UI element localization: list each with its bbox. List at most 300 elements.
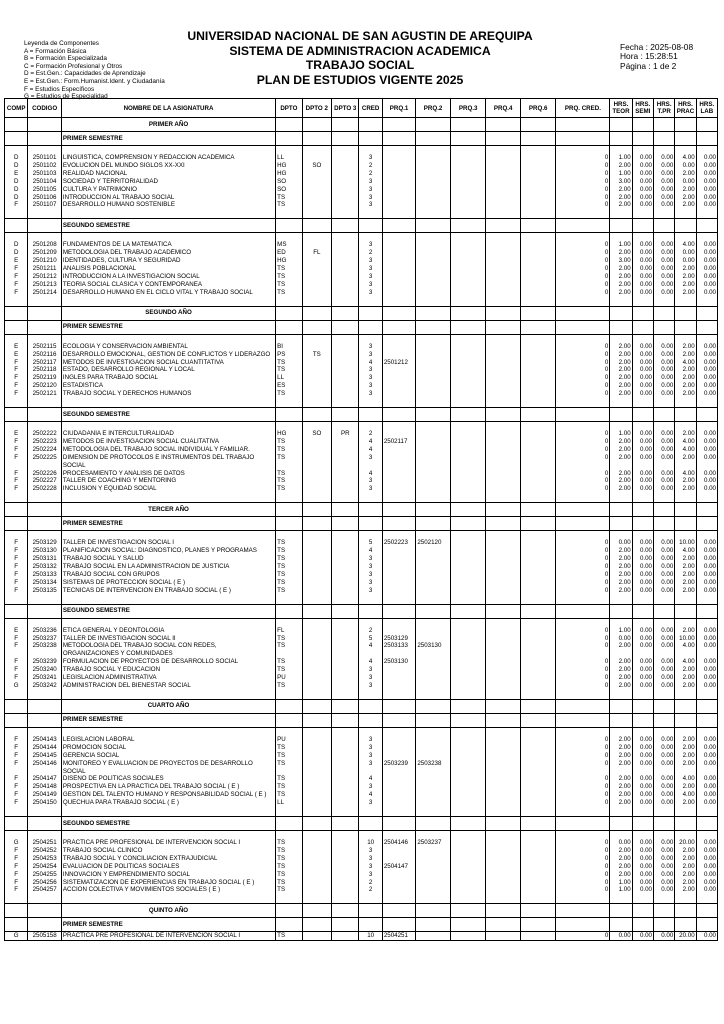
section-cell [5, 604, 28, 618]
course-cell: 0.00 [696, 579, 717, 587]
empty-cell [520, 233, 556, 242]
course-cell: SISTEMATIZACIÓN DE EXPERIENCIAS EN TRABAJO SOCIAL ( E ) [61, 879, 275, 887]
course-cell: 0 [556, 257, 610, 265]
course-cell: 0.00 [696, 839, 717, 847]
year-header-row [5, 904, 718, 918]
empty-cell [632, 398, 653, 408]
course-row [5, 366, 718, 374]
empty-cell [28, 690, 62, 700]
section-cell [302, 517, 331, 531]
course-cell [520, 635, 556, 643]
course-cell [382, 485, 416, 493]
course-cell: 0 [556, 760, 610, 776]
empty-cell [276, 807, 302, 817]
column-header: HRS. TEOR [610, 99, 632, 118]
course-cell [520, 587, 556, 595]
empty-cell [653, 690, 674, 700]
course-cell [382, 446, 416, 454]
course-cell: 3 [359, 847, 382, 855]
course-cell: 0.00 [653, 154, 674, 162]
course-cell: 3 [359, 752, 382, 760]
course-cell: MS [276, 241, 302, 249]
empty-cell [520, 831, 556, 840]
title-line: PLAN DE ESTUDIOS VIGENTE 2025 [256, 72, 464, 87]
course-cell: 0.00 [653, 446, 674, 454]
course-cell [416, 666, 451, 674]
course-cell: 0.00 [632, 257, 653, 265]
section-cell [61, 817, 275, 831]
course-cell: 2503240 [28, 666, 62, 674]
course-cell: TS [302, 351, 331, 359]
course-cell [382, 351, 416, 359]
course-cell [520, 257, 556, 265]
empty-cell [302, 831, 331, 840]
empty-cell [5, 831, 28, 840]
course-cell: 2.00 [610, 752, 632, 760]
section-cell [61, 604, 275, 618]
course-cell [382, 390, 416, 398]
course-cell: 0.00 [632, 289, 653, 297]
empty-cell [696, 233, 717, 242]
column-header: PRQ.4 [486, 99, 521, 118]
empty-cell [610, 398, 632, 408]
section-cell [28, 503, 62, 517]
course-cell: 0.00 [632, 249, 653, 257]
course-cell: TRABAJO SOCIAL EN LA ADMINISTRACIÓN DE JUSTICIA [61, 563, 275, 571]
section-cell [653, 604, 674, 618]
course-cell: 2502223 [382, 539, 416, 547]
section-cell [61, 118, 275, 132]
course-cell: 2503242 [28, 682, 62, 690]
empty-cell [302, 807, 331, 817]
course-cell: TÉCNICAS DE INTERVENCIÓN EN TRABAJO SOCIAL ( E ) [61, 587, 275, 595]
course-cell [450, 627, 486, 635]
empty-cell [653, 618, 674, 627]
course-cell: 2.00 [610, 186, 632, 194]
course-cell: 2501106 [28, 194, 62, 202]
course-cell [450, 752, 486, 760]
empty-cell [28, 334, 62, 343]
course-cell [520, 154, 556, 162]
course-cell [332, 351, 359, 359]
empty-cell [486, 209, 521, 219]
course-cell: 2.00 [610, 799, 632, 807]
empty-cell [520, 618, 556, 627]
course-row [5, 886, 718, 894]
course-cell: 0.00 [632, 438, 653, 446]
empty-cell [632, 297, 653, 307]
empty-cell [416, 493, 451, 503]
course-cell [382, 847, 416, 855]
empty-cell [450, 209, 486, 219]
course-cell: 0.00 [653, 485, 674, 493]
section-cell [332, 699, 359, 713]
title-line: SISTEMA DE ADMINISTRACION ACADEMICA [229, 43, 491, 58]
course-cell: 2501101 [28, 154, 62, 162]
course-cell: 3 [359, 289, 382, 297]
section-cell [653, 699, 674, 713]
column-header: PRQ.2 [416, 99, 451, 118]
empty-cell [610, 894, 632, 904]
section-cell [632, 699, 653, 713]
course-cell: 2.00 [675, 382, 696, 390]
course-cell: 0.00 [632, 470, 653, 478]
section-cell [302, 918, 331, 932]
empty-cell [382, 233, 416, 242]
course-cell [302, 186, 331, 194]
empty-cell [332, 807, 359, 817]
section-cell [276, 408, 302, 422]
course-cell: 3 [359, 682, 382, 690]
course-cell: 0.00 [632, 351, 653, 359]
legend-line: B = Formación Especializada [24, 55, 107, 63]
course-cell: 3 [359, 760, 382, 776]
empty-cell [675, 831, 696, 840]
course-cell: 0 [556, 563, 610, 571]
section-cell [359, 219, 382, 233]
course-cell: BI [276, 343, 302, 351]
empty-cell [276, 209, 302, 219]
empty-cell [28, 807, 62, 817]
course-cell: 2501212 [382, 359, 416, 367]
course-cell: 2502225 [28, 454, 62, 470]
section-cell [632, 604, 653, 618]
course-cell: 0.00 [653, 289, 674, 297]
section-cell [61, 219, 275, 233]
section-cell [382, 132, 416, 146]
course-cell: 0.00 [653, 438, 674, 446]
empty-cell [653, 831, 674, 840]
course-cell [382, 682, 416, 690]
course-row [5, 477, 718, 485]
course-cell: 0.00 [653, 170, 674, 178]
empty-cell [416, 894, 451, 904]
title-line: TRABAJO SOCIAL [305, 58, 415, 72]
section-cell [5, 918, 28, 932]
course-cell [486, 430, 521, 438]
course-row [5, 374, 718, 382]
course-cell: CIUDADANÍA E INTERCULTURALIDAD [61, 430, 275, 438]
course-cell: 3 [359, 154, 382, 162]
course-cell: TS [276, 847, 302, 855]
course-cell [332, 257, 359, 265]
course-row [5, 454, 718, 470]
section-cell [302, 408, 331, 422]
course-cell: 2.00 [610, 871, 632, 879]
course-cell [486, 241, 521, 249]
empty-cell [450, 493, 486, 503]
course-cell: 0 [556, 839, 610, 847]
section-cell [632, 713, 653, 727]
empty-cell [486, 422, 521, 431]
course-cell: HG [276, 430, 302, 438]
course-cell: 2.00 [675, 454, 696, 470]
empty-cell [675, 398, 696, 408]
course-cell [332, 635, 359, 643]
empty-cell [653, 727, 674, 736]
course-cell: 0.00 [632, 783, 653, 791]
course-cell: 2.00 [610, 547, 632, 555]
course-cell [302, 775, 331, 783]
empty-cell [5, 297, 28, 307]
course-cell [520, 249, 556, 257]
course-cell [302, 744, 331, 752]
course-cell: 2.00 [610, 477, 632, 485]
course-cell: 3 [359, 799, 382, 807]
course-cell: 0.00 [632, 555, 653, 563]
course-row [5, 736, 718, 744]
course-cell [486, 658, 521, 666]
course-cell: 3 [359, 178, 382, 186]
course-cell [332, 162, 359, 170]
course-cell: 0.00 [696, 470, 717, 478]
course-row [5, 273, 718, 281]
section-cell [302, 306, 331, 320]
section-cell [653, 306, 674, 320]
course-cell: 0.00 [632, 343, 653, 351]
course-cell [332, 186, 359, 194]
course-cell: 3 [359, 382, 382, 390]
course-cell: TS [276, 201, 302, 209]
course-cell: 0.00 [653, 470, 674, 478]
course-cell: 2501105 [28, 186, 62, 194]
section-cell [5, 517, 28, 531]
course-cell [450, 579, 486, 587]
course-cell [302, 587, 331, 595]
course-cell [416, 477, 451, 485]
section-cell [302, 604, 331, 618]
course-cell [382, 563, 416, 571]
course-cell: 2 [359, 430, 382, 438]
empty-cell [302, 233, 331, 242]
section-cell [28, 306, 62, 320]
course-cell: 0.00 [696, 627, 717, 635]
course-cell: PU [276, 674, 302, 682]
empty-cell [520, 493, 556, 503]
course-cell [520, 359, 556, 367]
course-cell: TS [276, 658, 302, 666]
course-cell [520, 863, 556, 871]
course-cell [382, 547, 416, 555]
empty-cell [486, 831, 521, 840]
course-cell: D [5, 178, 28, 186]
section-cell [486, 604, 521, 618]
course-cell [450, 563, 486, 571]
course-cell [520, 343, 556, 351]
empty-cell [61, 690, 275, 700]
course-cell: 2503238 [28, 642, 62, 658]
course-cell: 0.00 [653, 390, 674, 398]
course-cell: 0.00 [653, 635, 674, 643]
course-cell [382, 178, 416, 186]
semester-label: PRIMER SEMESTRE [62, 323, 123, 331]
empty-cell [416, 595, 451, 605]
spacer-row [5, 831, 718, 840]
empty-cell [610, 209, 632, 219]
course-cell: 4.00 [675, 359, 696, 367]
empty-cell [61, 422, 275, 431]
course-cell [416, 744, 451, 752]
empty-cell [653, 297, 674, 307]
course-cell [302, 265, 331, 273]
legend-line: C = Formación Profesional y Otros [24, 62, 123, 70]
course-cell: 3 [359, 265, 382, 273]
course-cell [302, 366, 331, 374]
course-cell: 0.00 [696, 366, 717, 374]
course-cell [332, 736, 359, 744]
course-cell [302, 547, 331, 555]
course-cell: LL [276, 374, 302, 382]
course-cell: 2503238 [416, 760, 451, 776]
course-cell [520, 178, 556, 186]
course-cell [302, 799, 331, 807]
empty-cell [653, 334, 674, 343]
course-cell: 2504251 [382, 932, 416, 941]
course-cell [520, 571, 556, 579]
empty-cell [632, 531, 653, 540]
empty-cell [61, 531, 275, 540]
course-cell [450, 194, 486, 202]
section-cell [359, 699, 382, 713]
meta-line: Hora : 15:28:51 [620, 51, 678, 62]
course-cell: LL [276, 799, 302, 807]
course-cell [332, 547, 359, 555]
course-cell: 0.00 [653, 343, 674, 351]
course-cell: 2.00 [610, 775, 632, 783]
section-cell [675, 132, 696, 146]
course-cell: 0 [556, 162, 610, 170]
course-cell [520, 855, 556, 863]
legend-line: F = Estudios Específicos [24, 85, 95, 93]
course-cell: 0.00 [653, 736, 674, 744]
section-cell [556, 320, 610, 334]
empty-cell [359, 831, 382, 840]
course-cell: 0.00 [632, 886, 653, 894]
course-cell: 0.00 [632, 178, 653, 186]
section-cell [556, 713, 610, 727]
course-cell: 3 [359, 343, 382, 351]
section-cell [696, 904, 717, 918]
section-cell [382, 904, 416, 918]
course-cell: 3 [359, 257, 382, 265]
separator-row [5, 398, 718, 408]
course-cell [416, 555, 451, 563]
course-cell: METODOLOGÍA DEL TRABAJO SOCIAL CON REDES, ORGANIZACIONES Y COMUNIDADES [61, 642, 275, 658]
section-cell [610, 306, 632, 320]
section-cell [416, 118, 451, 132]
course-cell: 0.00 [696, 241, 717, 249]
course-cell [486, 539, 521, 547]
course-cell [416, 635, 451, 643]
section-cell [675, 918, 696, 932]
course-cell [382, 289, 416, 297]
empty-cell [610, 146, 632, 155]
empty-cell [416, 727, 451, 736]
section-cell [696, 320, 717, 334]
course-cell: 3 [359, 571, 382, 579]
empty-cell [486, 297, 521, 307]
course-cell [450, 374, 486, 382]
course-cell: PS [276, 351, 302, 359]
section-cell [696, 408, 717, 422]
course-cell: 2.00 [675, 265, 696, 273]
section-cell [61, 904, 275, 918]
empty-cell [382, 297, 416, 307]
empty-cell [276, 493, 302, 503]
section-cell [382, 503, 416, 517]
course-cell [332, 374, 359, 382]
course-cell: ESTADÍSTICA [61, 382, 275, 390]
empty-cell [276, 727, 302, 736]
course-cell: TS [276, 485, 302, 493]
course-cell: 2.00 [610, 438, 632, 446]
course-cell: 0.00 [632, 879, 653, 887]
course-cell: 0.00 [653, 273, 674, 281]
course-cell: 0.00 [653, 374, 674, 382]
course-row [5, 547, 718, 555]
course-cell: 0.00 [653, 839, 674, 847]
empty-cell [486, 618, 521, 627]
course-cell: 0.00 [696, 587, 717, 595]
semester-header-row [5, 219, 718, 233]
column-header: NOMBRE DE LA ASIGNATURA [61, 99, 275, 118]
empty-cell [556, 618, 610, 627]
separator-row [5, 690, 718, 700]
course-cell: 0.00 [696, 343, 717, 351]
year-label: CUARTO AÑO [147, 702, 190, 710]
section-cell [416, 306, 451, 320]
empty-cell [556, 531, 610, 540]
section-cell [696, 517, 717, 531]
course-cell: F [5, 374, 28, 382]
course-cell: 0.00 [653, 281, 674, 289]
course-cell [332, 658, 359, 666]
section-cell [302, 699, 331, 713]
empty-cell [675, 334, 696, 343]
course-cell: 2.00 [610, 658, 632, 666]
course-cell: MÉTODOS DE INVESTIGACIÓN SOCIAL CUANTITATIVA [61, 359, 275, 367]
course-cell: 0.00 [653, 879, 674, 887]
course-cell: F [5, 470, 28, 478]
course-cell: TRABAJO SOCIAL Y EDUCACIÓN [61, 666, 275, 674]
section-cell [302, 713, 331, 727]
course-cell: 0.00 [696, 265, 717, 273]
course-cell: 0.00 [632, 273, 653, 281]
column-header: PRQ.1 [382, 99, 416, 118]
section-cell [382, 604, 416, 618]
course-cell: 0.00 [696, 658, 717, 666]
course-cell: 0.00 [653, 863, 674, 871]
empty-cell [302, 595, 331, 605]
course-cell: 0.00 [653, 186, 674, 194]
course-cell: 0.00 [653, 799, 674, 807]
course-cell: 0.00 [610, 635, 632, 643]
course-cell: 0.00 [696, 438, 717, 446]
course-cell [416, 359, 451, 367]
course-cell: 2501103 [28, 170, 62, 178]
course-cell: 0 [556, 273, 610, 281]
section-cell [610, 699, 632, 713]
course-cell [302, 736, 331, 744]
course-cell: 0.00 [632, 241, 653, 249]
empty-cell [610, 690, 632, 700]
course-cell [382, 374, 416, 382]
course-cell [486, 438, 521, 446]
empty-cell [450, 334, 486, 343]
course-cell [382, 886, 416, 894]
section-cell [332, 713, 359, 727]
section-cell [382, 699, 416, 713]
